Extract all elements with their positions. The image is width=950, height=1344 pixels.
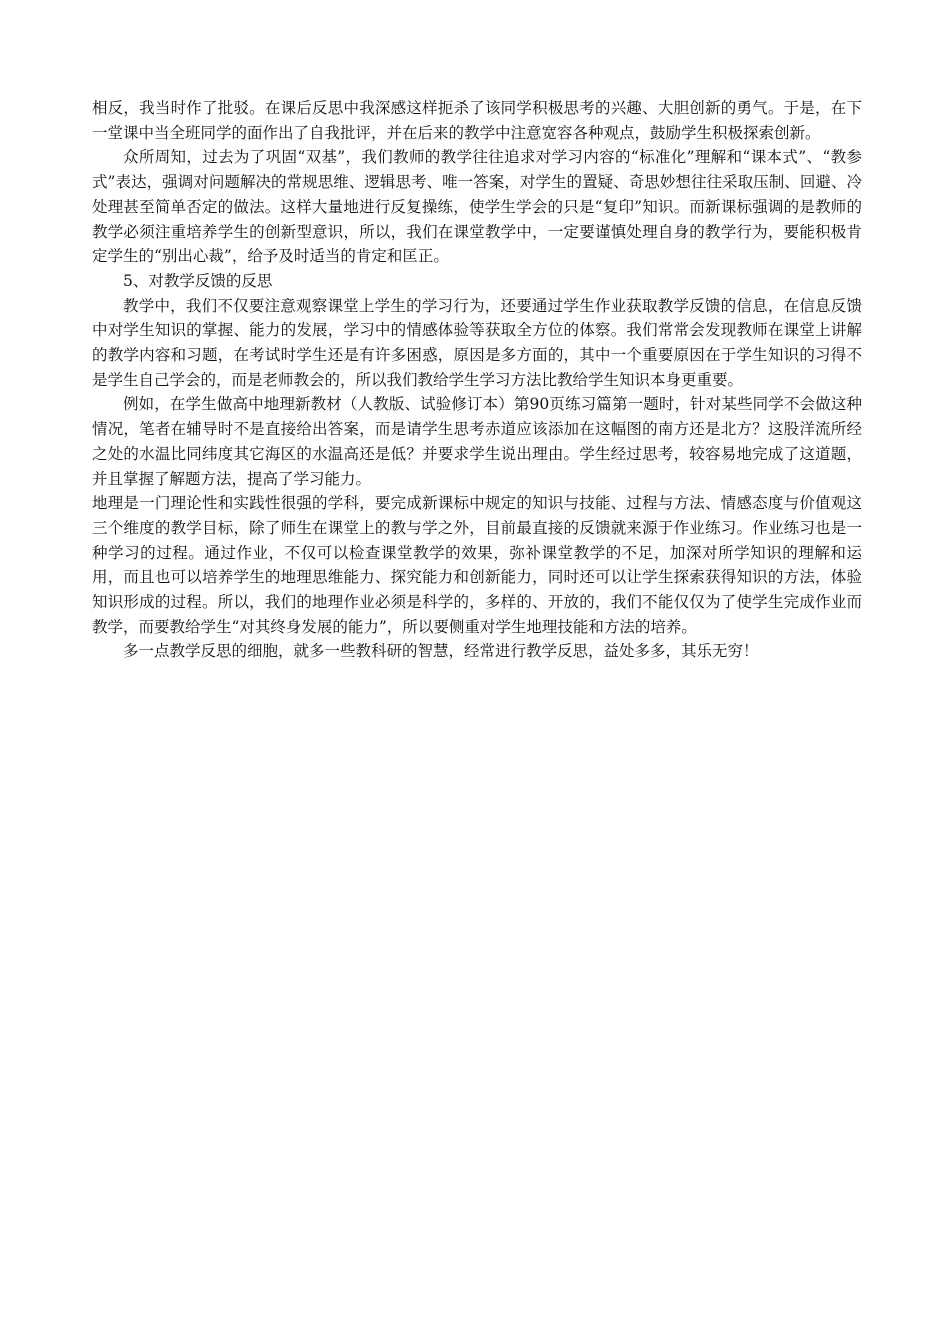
paragraph-conclusion: 多一点教学反思的细胞，就多一些教科研的智慧，经常进行教学反思，益处多多，其乐无穷！ [123, 642, 759, 661]
section-heading-feedback-reflection: 5、对教学反馈的反思 [123, 271, 273, 290]
paragraph-example-exercise: 例如，在学生做高中地理新教材（人教版、试验修订本）第90页练习篇第一题时，针对某些同学不会做这种情况，笔者在辅导时不是直接给出答案，而是请学生思考赤道应该添加在这幅图的南方还是北方？这股洋流所经之处的水温比同纬度其它海区的水温高还是低？并要求学生说出理由。学生经过思考，较容易地完成了这道题，并且掌握了解题方法，提高了学习能力。 [92, 395, 862, 488]
paragraph-double-basics: 众所周知，过去为了巩固“双基”，我们教师的教学往往追求对学习内容的“标准化”理解和“课本式”、“教参式”表达，强调对问题解决的常规思维、逻辑思考、唯一答案，对学生的置疑、奇思妙想往往采取压制、回避、冷处理甚至简单否定的做法。这样大量地进行反复操练，使学生学会的只是“复印”知识。而新课标强调的是教师的教学必须注重培养学生的创新型意识，所以，我们在课堂教学中，一定要谨慎处理自身的教学行为，要能积极肯定学生的“别出心裁”，给予及时适当的肯定和匡正。 [92, 148, 862, 266]
paragraph-geography-homework: 地理是一门理论性和实践性很强的学科，要完成新课标中规定的知识与技能、过程与方法、情感态度与价值观这三个维度的教学目标，除了师生在课堂上的教与学之外，目前最直接的反馈就来源于作业练习。作业练习也是一种学习的过程。通过作业，不仅可以检查课堂教学的效果，弥补课堂教学的不足，加深对所学知识的理解和运用，而且也可以培养学生的地理思维能力、探究能力和创新能力，同时还可以让学生探索获得知识的方法，体验知识形成的过程。所以，我们的地理作业必须是科学的，多样的、开放的，我们不能仅仅为了使学生完成作业而教学，而要教给学生“对其终身发展的能力”，所以要侧重对学生地理技能和方法的培养。 [92, 494, 862, 636]
document-page [92, 96, 862, 664]
paragraph-continuation: 相反，我当时作了批驳。在课后反思中我深感这样扼杀了该同学积极思考的兴趣、大胆创新的勇气。于是，在下一堂课中当全班同学的面作出了自我批评，并在后来的教学中注意宽容各种观点，鼓励学生积极探索创新。 [92, 99, 862, 142]
paragraph-teaching-feedback: 教学中，我们不仅要注意观察课堂上学生的学习行为，还要通过学生作业获取教学反馈的信息，在信息反馈中对学生知识的掌握、能力的发展，学习中的情感体验等获取全方位的体察。我们常常会发现教师在课堂上讲解的教学内容和习题，在考试时学生还是有许多困惑，原因是多方面的，其中一个重要原因在于学生知识的习得不是学生自己学会的，而是老师教会的，所以我们教给学生学习方法比教给学生知识本身更重要。 [92, 296, 862, 389]
